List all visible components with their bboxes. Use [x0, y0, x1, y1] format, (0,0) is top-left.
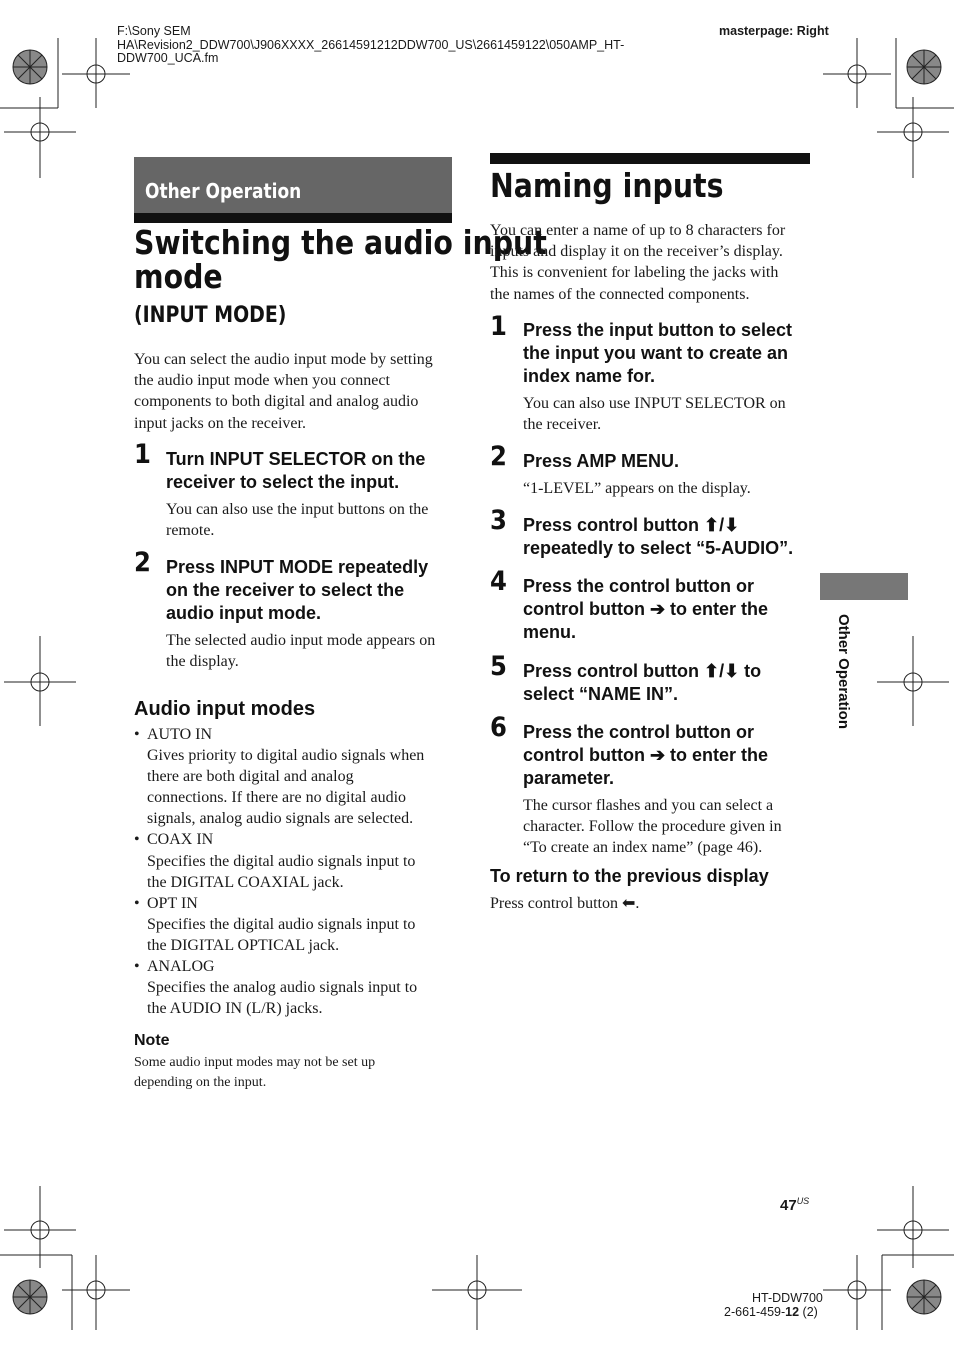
text-line: The selected audio input mode appears on [166, 632, 436, 649]
intro-paragraph [134, 349, 459, 434]
step-note [523, 393, 823, 435]
file-path-line: HA\Revision2_DDW700\J906XXXX_26614591212DDW700_US\2661459122\050AMP_HT- [117, 37, 625, 52]
text-line: You can select the audio input mode by setting [134, 351, 433, 368]
side-tab-label: Other Operation [835, 614, 852, 730]
step-note [523, 478, 823, 499]
text-line: Press the control button or [523, 576, 755, 596]
text-line: repeatedly to select “5-AUDIO”. [523, 538, 794, 559]
text-line: Specifies the digital audio signals input to [147, 915, 416, 933]
text-line: connections. If there are no digital audio [147, 789, 407, 807]
step-heading [523, 721, 823, 791]
text-line: components to both digital and analog audio [134, 393, 419, 411]
text-line: on the receiver to select the [166, 580, 405, 601]
text-line: select “NAME IN”. [523, 684, 679, 705]
text-line: inputs and display it on the receiver’s display. [490, 243, 783, 261]
text-line: Some audio input modes may not be set up [134, 1055, 376, 1070]
text-line: parameter. [523, 768, 615, 789]
text-line: Gives priority to digital audio signals when [147, 747, 425, 765]
text-line: signals, analog audio signals are selected. [147, 810, 414, 828]
mode-name: AUTO IN [147, 726, 213, 743]
step-number: 6 [490, 712, 507, 743]
text-line: You can also use the input buttons on the [166, 501, 429, 518]
step-note [166, 630, 456, 672]
modes-heading: Audio input modes [134, 698, 316, 720]
part-code [724, 1306, 818, 1320]
text-line: Press control button ⬆/⬇ to [523, 661, 762, 681]
note-text [134, 1053, 375, 1092]
step-heading [523, 660, 823, 706]
title-line: Switching the audio input [134, 223, 547, 262]
title-line: mode [134, 257, 223, 296]
text-line: the input you want to create an [523, 343, 789, 364]
text-line: Press control button ⬆/⬇ [523, 515, 740, 535]
part-code-revision: 12 [785, 1305, 800, 1319]
text-line: Specifies the analog audio signals input to [147, 979, 418, 997]
list-item [134, 893, 454, 956]
text-line: Specifies the digital audio signals input to [147, 852, 416, 870]
title-rule [490, 153, 810, 164]
step-number: 3 [490, 505, 507, 536]
step-heading [523, 514, 823, 560]
part-code-prefix: 2-661-459- [724, 1305, 786, 1319]
text-line: control button ➔ to enter the [523, 599, 769, 620]
step-note [166, 499, 456, 541]
text-line: the AUDIO IN (L/R) jacks. [147, 1000, 323, 1018]
page-title [134, 223, 547, 296]
text-line: there are both digital and analog [147, 768, 354, 786]
section-banner [134, 157, 452, 223]
right-title: Naming inputs [490, 166, 724, 205]
bullet: • [134, 726, 140, 743]
step-note [523, 795, 823, 859]
page-number [780, 1196, 809, 1214]
text-line: the DIGITAL OPTICAL jack. [147, 936, 340, 954]
text-line: Press the input button to select [523, 320, 793, 340]
page-suffix: US [796, 1196, 810, 1206]
text-line: the names of the connected components. [490, 285, 750, 303]
bullet: • [134, 894, 140, 912]
step-heading [523, 575, 823, 645]
text-line: “1-LEVEL” appears on the display. [523, 480, 751, 497]
text-line: This is convenient for labeling the jacks with [490, 264, 779, 282]
step-number: 1 [134, 439, 151, 470]
text-line: input jacks on the receiver. [134, 414, 306, 432]
page-subtitle: (INPUT MODE) [134, 303, 287, 328]
mode-name: ANALOG [147, 958, 215, 976]
intro-paragraph [490, 220, 815, 305]
text-line: index name for. [523, 366, 656, 387]
text-line: control button ➔ to enter the [523, 745, 769, 766]
text-line: The cursor flashes and you can select a [523, 797, 774, 814]
text-line: You can enter a name of up to 8 characters for [490, 222, 786, 239]
step-heading [523, 319, 823, 389]
bullet: • [134, 831, 140, 849]
mode-name: COAX IN [147, 831, 214, 849]
list-item [134, 956, 454, 1019]
text-line: remote. [166, 522, 215, 540]
text-line: depending on the input. [134, 1074, 267, 1090]
text-line: the DIGITAL COAXIAL jack. [147, 873, 344, 891]
text-line: You can also use INPUT SELECTOR on [523, 395, 786, 412]
section-label: Other Operation [145, 179, 302, 203]
text-line: Press AMP MENU. [523, 451, 680, 471]
note-heading: Note [134, 1032, 170, 1049]
text-line: menu. [523, 622, 577, 643]
step-number: 1 [490, 311, 507, 342]
text-line: the audio input mode when you connect [134, 372, 390, 390]
masterpage-label: masterpage: Right [719, 24, 829, 38]
page-number-value: 47 [780, 1197, 797, 1214]
modes-list [134, 724, 454, 1019]
section-rule [134, 213, 452, 223]
mode-name: OPT IN [147, 894, 198, 912]
step-heading [523, 450, 823, 473]
step-number: 4 [490, 566, 507, 597]
text-line: Press INPUT MODE repeatedly [166, 557, 429, 577]
file-path-line: DDW700_UCA.fm [117, 51, 219, 65]
text-line: audio input mode. [166, 603, 321, 624]
file-path [117, 25, 624, 66]
text-line: Turn INPUT SELECTOR on the [166, 449, 426, 469]
text-line: Press the control button or [523, 722, 755, 742]
model-label: HT-DDW700 [752, 1291, 823, 1305]
step-number: 5 [490, 651, 507, 682]
step-heading [166, 448, 456, 494]
text-line: “To create an index name” (page 46). [523, 839, 763, 857]
list-item [134, 724, 454, 829]
text-line: the display. [166, 653, 239, 671]
return-text: Press control button ⬅. [490, 895, 640, 912]
side-tab [820, 573, 908, 600]
step-number: 2 [490, 441, 507, 472]
file-path-line: F:\Sony SEM [117, 24, 191, 38]
text-line: character. Follow the procedure given in [523, 818, 782, 836]
return-heading: To return to the previous display [490, 866, 769, 886]
text-line: the receiver. [523, 416, 602, 434]
list-item [134, 829, 454, 892]
bullet: • [134, 958, 140, 976]
step-number: 2 [134, 547, 151, 578]
step-heading [166, 556, 456, 626]
part-code-suffix: (2) [799, 1305, 818, 1319]
text-line: receiver to select the input. [166, 472, 400, 493]
